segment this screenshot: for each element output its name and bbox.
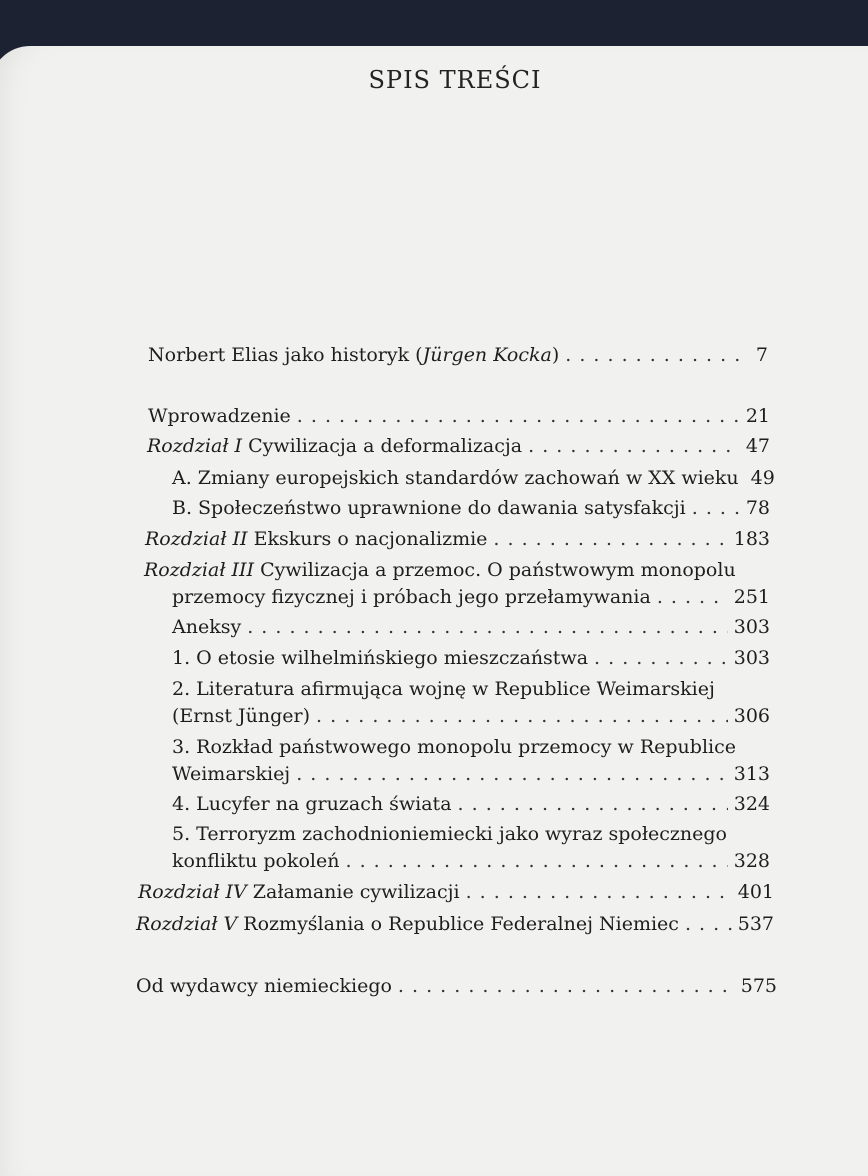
toc-entry [136,973,777,999]
toc-page-number: 537 [737,913,774,935]
toc-entry-text: przemocy fizycznej i próbach jego przełamywania [172,586,651,608]
toc-page-number: 306 [733,705,770,727]
leader-dots [458,791,728,817]
toc-entry-text: (Ernst Jünger) [172,705,311,727]
toc-entry [172,645,770,671]
leader-dots [685,911,732,937]
toc-entry [147,433,770,459]
toc-chapter-label: Rozdział III [144,559,255,581]
toc-chapter-label: Rozdział I [147,435,243,457]
toc-entry [172,676,770,702]
toc-entry-text: 2. Literatura afirmująca wojnę w Republice Weimarskiej [172,678,715,700]
toc-page-number: 313 [733,763,770,785]
toc-chapter-label: Rozdział V [136,913,238,935]
leader-dots [594,645,728,671]
toc-entry-text: Cywilizacja a deformalizacja [242,435,523,457]
toc-entry-author: Jürgen Kocka [422,344,552,366]
leader-dots [657,584,728,610]
leader-dots [692,495,740,521]
toc-entry [148,342,768,368]
toc-page-number: 575 [740,975,777,997]
toc-page-number: 328 [733,850,770,872]
toc-entry [172,584,770,610]
toc-chapter-label: Rozdział II [145,528,248,550]
toc-entry [172,465,775,491]
toc-entry [145,526,770,552]
toc-page-number: 47 [745,435,770,457]
toc-entry-text: Cywilizacja a przemoc. O państwowym monopolu [254,559,736,581]
leader-dots [316,703,728,729]
leader-dots [565,342,742,368]
leader-dots [528,433,740,459]
toc-entry [144,557,770,583]
toc-entry [148,403,770,429]
toc-entry [172,614,770,640]
toc-entry-text: Weimarskiej [172,763,291,785]
toc-chapter-label: Rozdział IV [138,881,247,903]
toc-entry-text: A. Zmiany europejskich standardów zachowań w XX wieku [172,467,739,489]
toc-entry-suffix: ) [551,344,560,366]
toc-entry [172,703,770,729]
toc-entry-text: Aneksy [172,616,242,638]
leader-dots [398,973,735,999]
toc-entry-text: 5. Terroryzm zachodnioniemiecki jako wyraz społecznego [172,823,727,845]
toc-entry [172,761,770,787]
toc-entry-text: Norbert Elias jako historyk ( [148,344,423,366]
toc-entry-text: B. Społeczeństwo uprawnione do dawania satysfakcji [172,497,686,519]
leader-dots [296,761,728,787]
toc-entry-text: Od wydawcy niemieckiego [136,975,392,997]
leader-dots [297,403,740,429]
toc-page-number: 49 [750,467,775,489]
leader-dots [493,526,727,552]
toc-page-number: 21 [745,405,770,427]
toc-entry-text: Wprowadzenie [148,405,291,427]
toc-entry-text: Rozmyślania o Republice Federalnej Niemiec [237,913,679,935]
toc-page-number: 183 [733,528,770,550]
toc-page-number: 303 [733,616,770,638]
toc-page-number: 303 [733,647,770,669]
leader-dots [247,614,728,640]
leader-dots [345,848,727,874]
toc-page-number: 251 [733,586,770,608]
toc-entry-text: 4. Lucyfer na gruzach świata [172,793,452,815]
toc-page-number: 401 [737,881,774,903]
leader-dots [466,879,732,905]
toc-entry-text: konfliktu pokoleń [172,850,340,872]
toc-entry [138,879,774,905]
toc-entry-text: 3. Rozkład państwowego monopolu przemocy w Republice [172,736,736,758]
toc-page-number: 324 [733,793,770,815]
toc-entry [172,848,770,874]
page-title: SPIS TREŚCI [368,66,542,94]
toc-entry [136,911,774,937]
toc-entry [172,791,770,817]
toc-entry [172,495,770,521]
toc-entry-text: Załamanie cywilizacji [246,881,460,903]
toc-entry-text: Ekskurs o nacjonalizmie [247,528,488,550]
toc-entry [172,821,770,847]
toc-page-number: 7 [755,344,768,366]
toc-entry [172,734,770,760]
toc-page-number: 78 [745,497,770,519]
toc-entry-text: 1. O etosie wilhelmińskiego mieszczaństwa [172,647,589,669]
